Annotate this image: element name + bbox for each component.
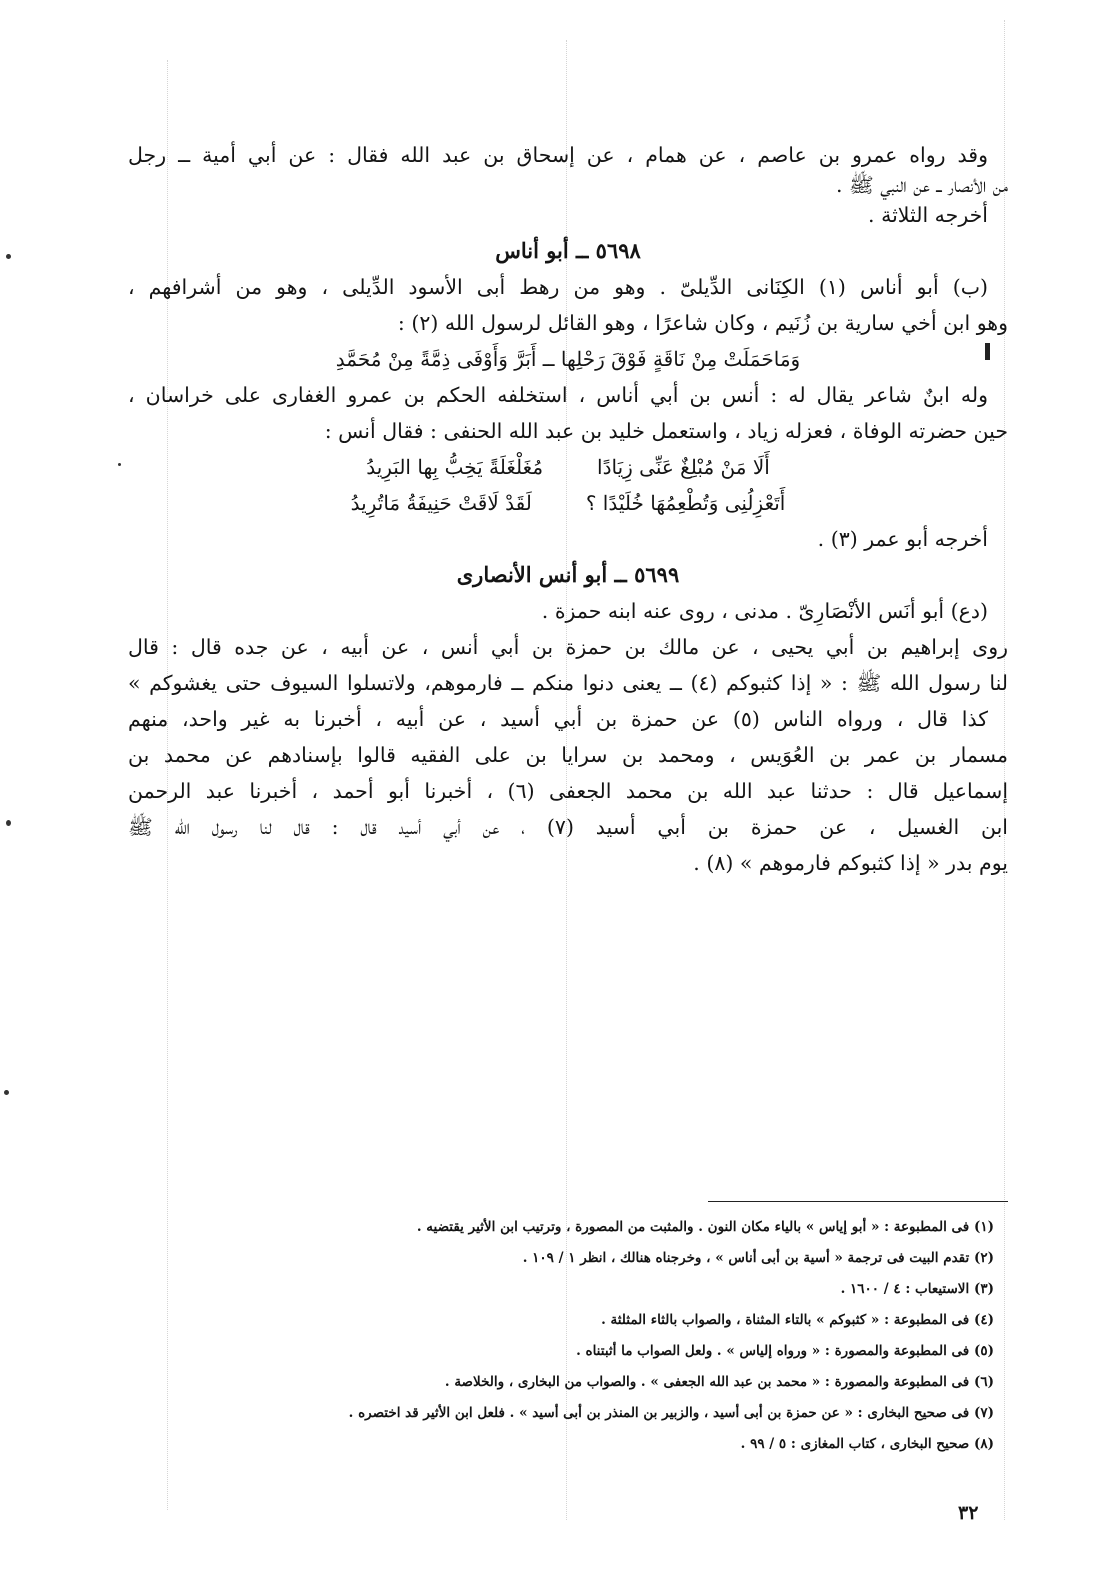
text-line: كذا قال ، ورواه الناس (٥) عن حمزة بن أبي أسيد ، عن أبيه ، أخبرنا به غير واحد، منهم bbox=[128, 707, 988, 731]
text-line: لنا رسول الله ﷺ : « إذا كثبوكم (٤) ــ يعنى دنوا منكم ــ فارموهم، ولاتسلوا السيوف حتى يغشوكم » bbox=[128, 671, 1008, 695]
footnote: (٣) الاستيعاب : ٤ / ١٦٠٠ . bbox=[840, 1281, 994, 1297]
footnote: (٨) صحيح البخارى ، كتاب المغازى : ٥ / ٩٩ . bbox=[740, 1436, 994, 1452]
text-line: يوم بدر « إذا كثبوكم فارموهم » (٨) . bbox=[693, 851, 1008, 875]
scan-speck bbox=[118, 463, 121, 466]
verse-hemistich: مُغَلْغَلَةً يَخِبُّ بِها البَرِيدُ bbox=[366, 455, 544, 479]
footnote: (٦) فى المطبوعة والمصورة : « محمد بن عبد الله الجعفى » . والصواب من البخارى ، والخلاصة . bbox=[444, 1374, 994, 1390]
footnote: (٢) تقدم البيت فى ترجمة « أسية بن أبى أناس » ، وخرجناه هنالك ، انظر ١ / ١٠٩ . bbox=[522, 1250, 994, 1266]
text-line: وله ابنٌ شاعر يقال له : أنس بن أبي أناس ، استخلفه الحكم بن عمرو الغفارى على خراسان ، bbox=[128, 383, 988, 407]
scan-speck bbox=[6, 820, 11, 826]
text-line: حين حضرته الوفاة ، فعزله زياد ، واستعمل خليد بن عبد الله الحنفى : فقال أنس : bbox=[324, 419, 1008, 443]
footnote: (٥) فى المطبوعة والمصورة : « ورواه إلياس » . ولعل الصواب ما أثبتناه . bbox=[576, 1343, 994, 1359]
scan-speck bbox=[4, 1090, 9, 1095]
poem-verse: وَمَاحَمَلَتْ مِنْ نَاقَةٍ فَوْقَ رَحْلِها ــ أَبَرَّ وَأَوْفَى ذِمَّةً مِنْ مُحَمَّدِ bbox=[335, 347, 801, 371]
text-line: ابن الغسيل ، عن حمزة بن أبي أسيد (٧) ، عن أبي أسيد قال : قال لنا رسول الله ﷺ bbox=[128, 815, 1008, 839]
entry-title: ٥٦٩٨ ــ أبو أناس bbox=[495, 238, 641, 263]
text-line: روى إبراهيم بن أبي يحيى ، عن مالك بن حمزة بن أبي أنس ، عن أبيه ، عن جده قال : قال bbox=[128, 635, 1008, 659]
text-line: أخرجه الثلاثة . bbox=[868, 203, 988, 227]
footnotes bbox=[128, 1212, 1008, 1460]
text-line: من الأنصار ــ عن النبي ﷺ . bbox=[835, 173, 1008, 197]
text-line: مسمار بن عمر بن العُوَيس ، ومحمد بن سرايا بن على الفقيه قالوا بإسنادهم عن محمد بن bbox=[128, 743, 1008, 767]
text-line: (دع) أبو أنَس الأنْصَارِىّ . مدنى ، روى عنه ابنه حمزة . bbox=[541, 599, 988, 623]
verse-hemistich: لَقَدْ لَاقَتْ حَنِيفَةُ مَاتُرِيدُ bbox=[350, 491, 532, 515]
verse-hemistich: أَلَا مَنْ مُبْلِغٌ عَنِّى زِيَادًا bbox=[597, 455, 770, 479]
entry-title: ٥٦٩٩ ــ أبو أنس الأنصارى bbox=[456, 562, 680, 587]
page-number: ٣٢ bbox=[958, 1502, 979, 1524]
poem-verse bbox=[128, 452, 1008, 482]
footnote: (٤) فى المطبوعة : « كثبوكم » بالتاء المثناة ، والصواب بالثاء المثلثة . bbox=[601, 1312, 994, 1328]
footnote-separator bbox=[708, 1201, 1008, 1202]
main-text bbox=[128, 140, 1008, 878]
scan-speck bbox=[6, 254, 11, 259]
text-line: وهو ابن أخي سارية بن زُنَيم ، وكان شاعرًا ، وهو القائل لرسول الله (٢) : bbox=[397, 311, 1008, 335]
footnote: (١) فى المطبوعة : « أبو إياس » بالياء مكان النون . والمثبت من المصورة ، وترتيب ابن الأثير يقتضيه . bbox=[416, 1219, 994, 1235]
text-line: إسماعيل قال : حدثنا عبد الله بن محمد الجعفى (٦) ، أخبرنا أبو أحمد ، أخبرنا عبد الرحمن bbox=[128, 779, 1008, 803]
text-line: أخرجه أبو عمر (٣) . bbox=[817, 527, 988, 551]
footnote: (٧) فى صحيح البخارى : « عن حمزة بن أبى أسيد ، والزبير بن المنذر بن أبى أسيد » . فلعل ابن الأثير قد اختصره . bbox=[348, 1405, 994, 1421]
text-line: وقد رواه عمرو بن عاصم ، عن همام ، عن إسحاق بن عبد الله فقال : عن أبي أمية ــ رجل bbox=[128, 143, 988, 167]
text-line: (ب) أبو أناس (١) الكِنَانى الدِّيلىّ . وهو من رهط أبى الأسود الدِّيلى ، وهو من أشرافهم ، bbox=[128, 275, 988, 299]
verse-hemistich: أَتَعْزِلُنِى وَتُطْعِمُهَا خُلَيْدًا ؟ bbox=[585, 491, 786, 515]
poem-verse bbox=[128, 488, 1008, 518]
